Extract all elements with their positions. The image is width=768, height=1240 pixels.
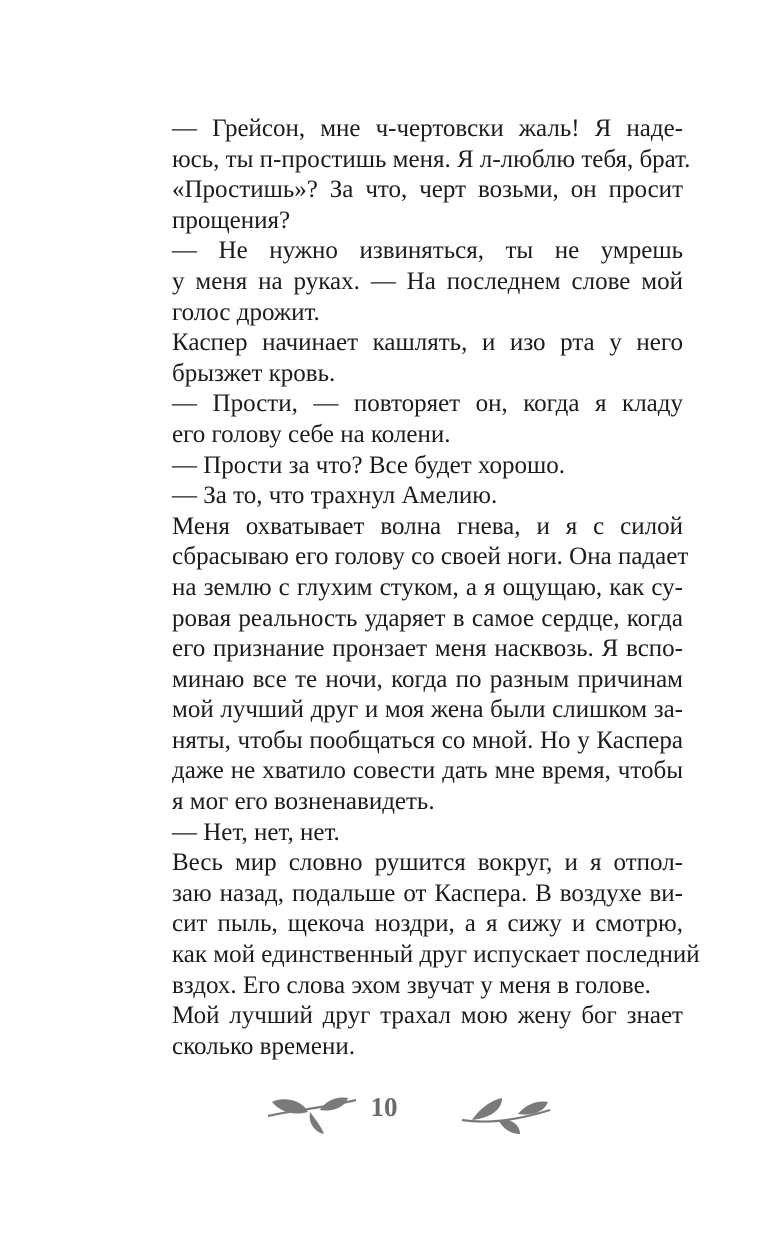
text-line: брызжет кровь. [172,359,336,387]
text-line: сколько времени. [172,1032,355,1060]
paragraph [135,175,683,236]
text-line: сит пыль, щекоча ноздри, а я сижу и смотрю, [172,910,683,938]
text-line: минаю все те ночи, когда по разным причинам [172,665,683,693]
text-line: Каспер начинает кашлять, и изо рта у него [172,329,683,357]
text-line: «Простишь»? За что, черт возьми, он просит [172,176,683,204]
page-number: 10 [370,1092,398,1122]
text-line: ровая реальность ударяет в самое сердце, когда [172,604,683,632]
text-line: няты, чтобы пообщаться со мной. Но у Каспера [172,726,683,754]
text-line: — Не нужно извиняться, ты не умрешь [172,237,683,265]
text-line: сбрасываю его голову со своей ноги. Она падает [172,543,689,571]
paragraph [135,389,683,450]
text-line: я мог его возненавидеть. [172,788,435,816]
paragraph [135,848,700,1001]
text-line: прощения? [172,206,291,234]
text-line: Весь мир словно рушится вокруг, и я отпол- [172,849,683,877]
paragraph [135,818,683,849]
text-line: у меня на руках. — На последнем слове мой [172,267,683,295]
text-line: как мой единственный друг испускает последний [172,941,700,969]
paragraph [135,512,689,818]
text-line: вздох. Его слова эхом звучат у меня в голове. [172,971,651,999]
text-line: мой лучший друг и моя жена были слишком за- [172,696,683,724]
text-line: голос дрожит. [172,298,320,326]
paragraph [135,451,683,482]
text-line: его голову себе на колени. [172,420,451,448]
text-line: заю назад, подальше от Каспера. В воздухе ви- [172,879,683,907]
text-line: — Прости за что? Все будет хорошо. [172,451,565,479]
paragraph [135,481,683,512]
leaf-sprig-right-icon [458,1090,554,1138]
text-line: на землю с глухим стуком, а я ощущаю, как су- [172,573,683,601]
paragraph [135,1001,683,1062]
text-line: Мой лучший друг трахал мою жену бог знает [172,1002,683,1030]
text-line: Меня охватывает волна гнева, и я с силой [172,512,683,540]
text-line: даже не хватило совести дать мне время, чтобы [172,757,683,785]
text-line: юсь, ты п-простишь меня. Я л-люблю тебя, брат. [172,145,691,173]
text-line: — Прости, — повторяет он, когда я кладу [172,390,683,418]
paragraph [135,114,691,175]
paragraph [135,328,683,389]
text-line: его признание пронзает меня насквозь. Я вспо- [172,635,683,663]
paragraph [135,236,683,328]
book-page-text [135,114,700,1062]
text-line: — Грейсон, мне ч-чертовски жаль! Я наде- [172,115,683,142]
text-line: — За то, что трахнул Амелию. [172,482,498,510]
page-footer [0,1090,768,1140]
text-line: — Нет, нет, нет. [172,818,340,846]
